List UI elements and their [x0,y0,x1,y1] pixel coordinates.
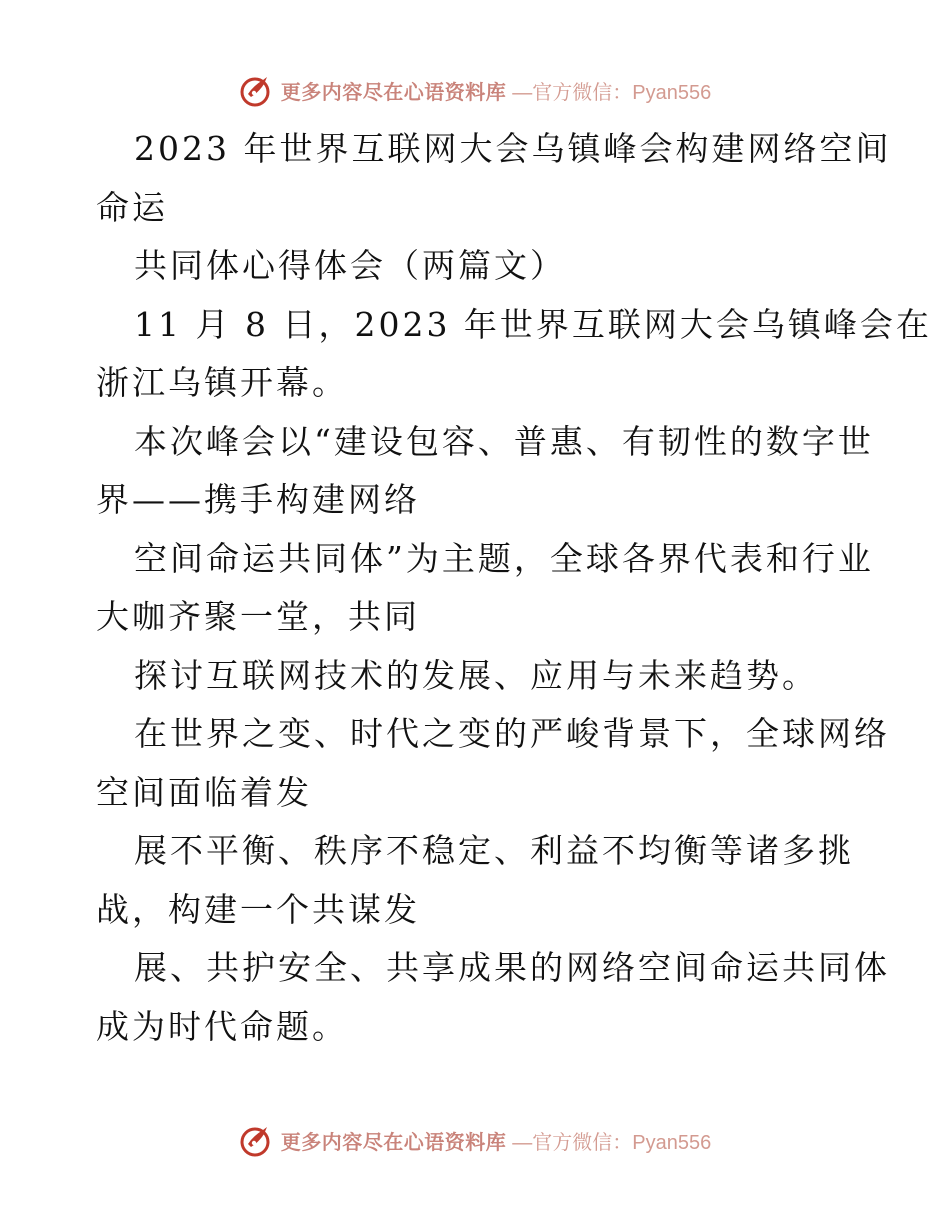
text-line: 战，构建一个共谋发 [96,889,420,929]
text-line: 命运 [96,187,168,227]
text-line: 空间面临着发 [96,772,312,812]
text-line: 展、共护安全、共享成果的网络空间命运共同体 [134,948,890,987]
text-line: 界——携手构建网络 [96,480,420,519]
footer-banner [0,1120,950,1160]
text-line: 共同体心得体会（两篇文） [134,246,566,285]
text-line: 11 月 8 日，2023 年世界互联网大会乌镇峰会在 [134,304,932,344]
text-line: 展不平衡、秩序不稳定、利益不均衡等诸多挑 [134,831,854,870]
text-line: 空间命运共同体”为主题，全球各界代表和行业 [134,538,874,578]
text-line: 本次峰会以“建设包容、普惠、有韧性的数字世 [134,421,874,461]
text-line: 浙江乌镇开幕。 [96,363,348,402]
pen-nib-logo-icon [239,72,275,108]
text-line: 在世界之变、时代之变的严峻背景下，全球网络 [134,714,890,753]
document-body [96,120,932,1056]
text-line: 探讨互联网技术的发展、应用与未来趋势。 [134,655,818,695]
header-wechat: —官方微信：Pyan556 [512,81,712,104]
header-banner [0,70,950,110]
footer-slogan: 更多内容尽在心语资料库 [280,1129,507,1154]
pen-nib-logo-icon [239,1122,275,1158]
header-slogan: 更多内容尽在心语资料库 [280,79,507,104]
text-line: 成为时代命题。 [96,1006,348,1046]
footer-wechat: —官方微信：Pyan556 [512,1131,712,1154]
text-line: 2023 年世界互联网大会乌镇峰会构建网络空间 [134,129,892,168]
text-line: 大咖齐聚一堂，共同 [96,597,420,636]
